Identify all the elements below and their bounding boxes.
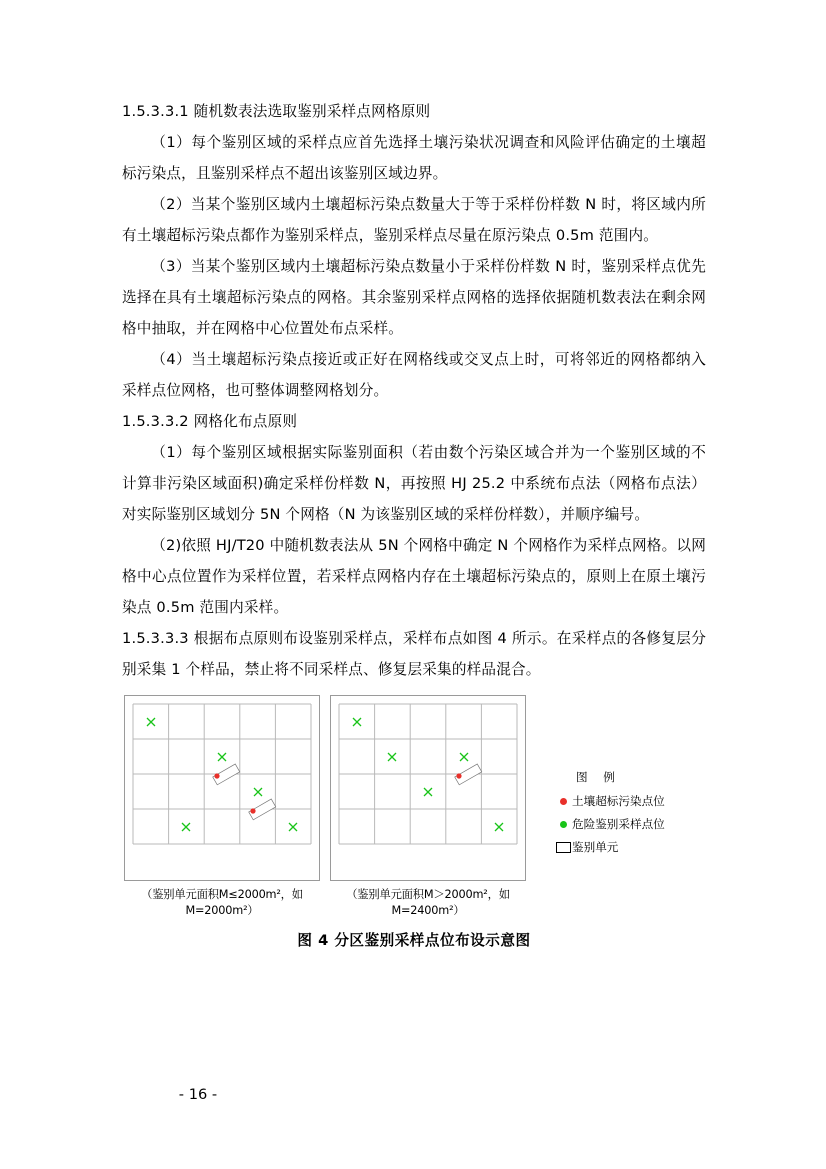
red-dot-icon xyxy=(554,798,572,805)
paragraph-2: （2）当某个鉴别区域内土壤超标污染点数量大于等于采样份样数 N 时，将区域内所有土壤超标污染点都作为鉴别采样点，鉴别采样点尽量在原污染点 0.5m 范围内。 xyxy=(122,196,706,244)
paragraph-6: （2)依照 HJ/T20 中随机数表法从 5N 个网格中确定 N 个网格作为采样点网格。以网格中心点位置作为采样位置，若采样点网格内存在土壤超标污染点的，原则上在原土壤污染点 0.5m 范围内采样。 xyxy=(122,537,706,616)
grid-svg-right xyxy=(331,696,525,880)
grid-diagram-left xyxy=(124,695,320,881)
panel-left-caption: （鉴别单元面积M≤2000m²，如M=2000m²） xyxy=(141,888,303,917)
paragraph-4: （4）当土壤超标污染点接近或正好在网格线或交叉点上时，可将邻近的网格都纳入采样点位网格，也可整体调整网格划分。 xyxy=(122,351,706,399)
grid-diagram-right xyxy=(330,695,526,881)
document-body xyxy=(122,96,706,950)
panel-right-caption: （鉴别单元面积M＞2000m²，如M=2400m²） xyxy=(346,888,510,917)
legend-label-contaminated-point: 土壤超标污染点位 xyxy=(572,794,665,808)
legend-item-sampling-point xyxy=(554,816,704,832)
legend-title: 图 例 xyxy=(576,770,621,784)
page-number xyxy=(0,1086,826,1103)
white-square-icon xyxy=(554,842,572,853)
figure-caption: 图 4 分区鉴别采样点位布设示意图 xyxy=(297,932,531,949)
grid-svg-left xyxy=(125,696,319,880)
paragraph-3: （3）当某个鉴别区域内土壤超标污染点数量小于采样份样数 N 时，鉴别采样点优先选择在具有土壤超标污染点的网格。其余鉴别采样点网格的选择依据随机数表法在剩余网格中抽取，并在网格中心位置处布点采样。 xyxy=(122,258,706,337)
figure-4 xyxy=(122,695,706,919)
figure-legend xyxy=(554,695,704,862)
legend-label-sampling-point: 危险鉴别采样点位 xyxy=(572,817,665,831)
green-dot-icon xyxy=(554,821,572,828)
legend-item-contaminated-point xyxy=(554,793,704,809)
figure-panel-right xyxy=(330,695,526,919)
paragraph-1: （1）每个鉴别区域的采样点应首先选择土壤污染状况调查和风险评估确定的土壤超标污染点，且鉴别采样点不超出该鉴别区域边界。 xyxy=(122,134,706,182)
heading-1-5-3-3-2: 1.5.3.3.2 网格化布点原则 xyxy=(122,413,298,430)
paragraph-5: （1）每个鉴别区域根据实际鉴别面积（若由数个污染区域合并为一个鉴别区域的不计算非污染区域面积)确定采样份样数 N，再按照 HJ 25.2 中系统布点法（网格布点法）对实际鉴别区域划分 5N 个网格（N 为该鉴别区域的采样份样数），并顺序编号。 xyxy=(122,444,706,523)
heading-1-5-3-3-1: 1.5.3.3.1 随机数表法选取鉴别采样点网格原则 xyxy=(122,103,431,120)
legend-item-unit xyxy=(554,839,704,855)
page-number-text: - 16 - xyxy=(178,1086,218,1103)
paragraph-7: 1.5.3.3.3 根据布点原则布设鉴别采样点，采样布点如图 4 所示。在采样点的各修复层分别采集 1 个样品，禁止将不同采样点、修复层采集的样品混合。 xyxy=(122,630,706,678)
legend-label-unit: 鉴别单元 xyxy=(572,840,619,854)
figure-panel-left xyxy=(124,695,320,919)
